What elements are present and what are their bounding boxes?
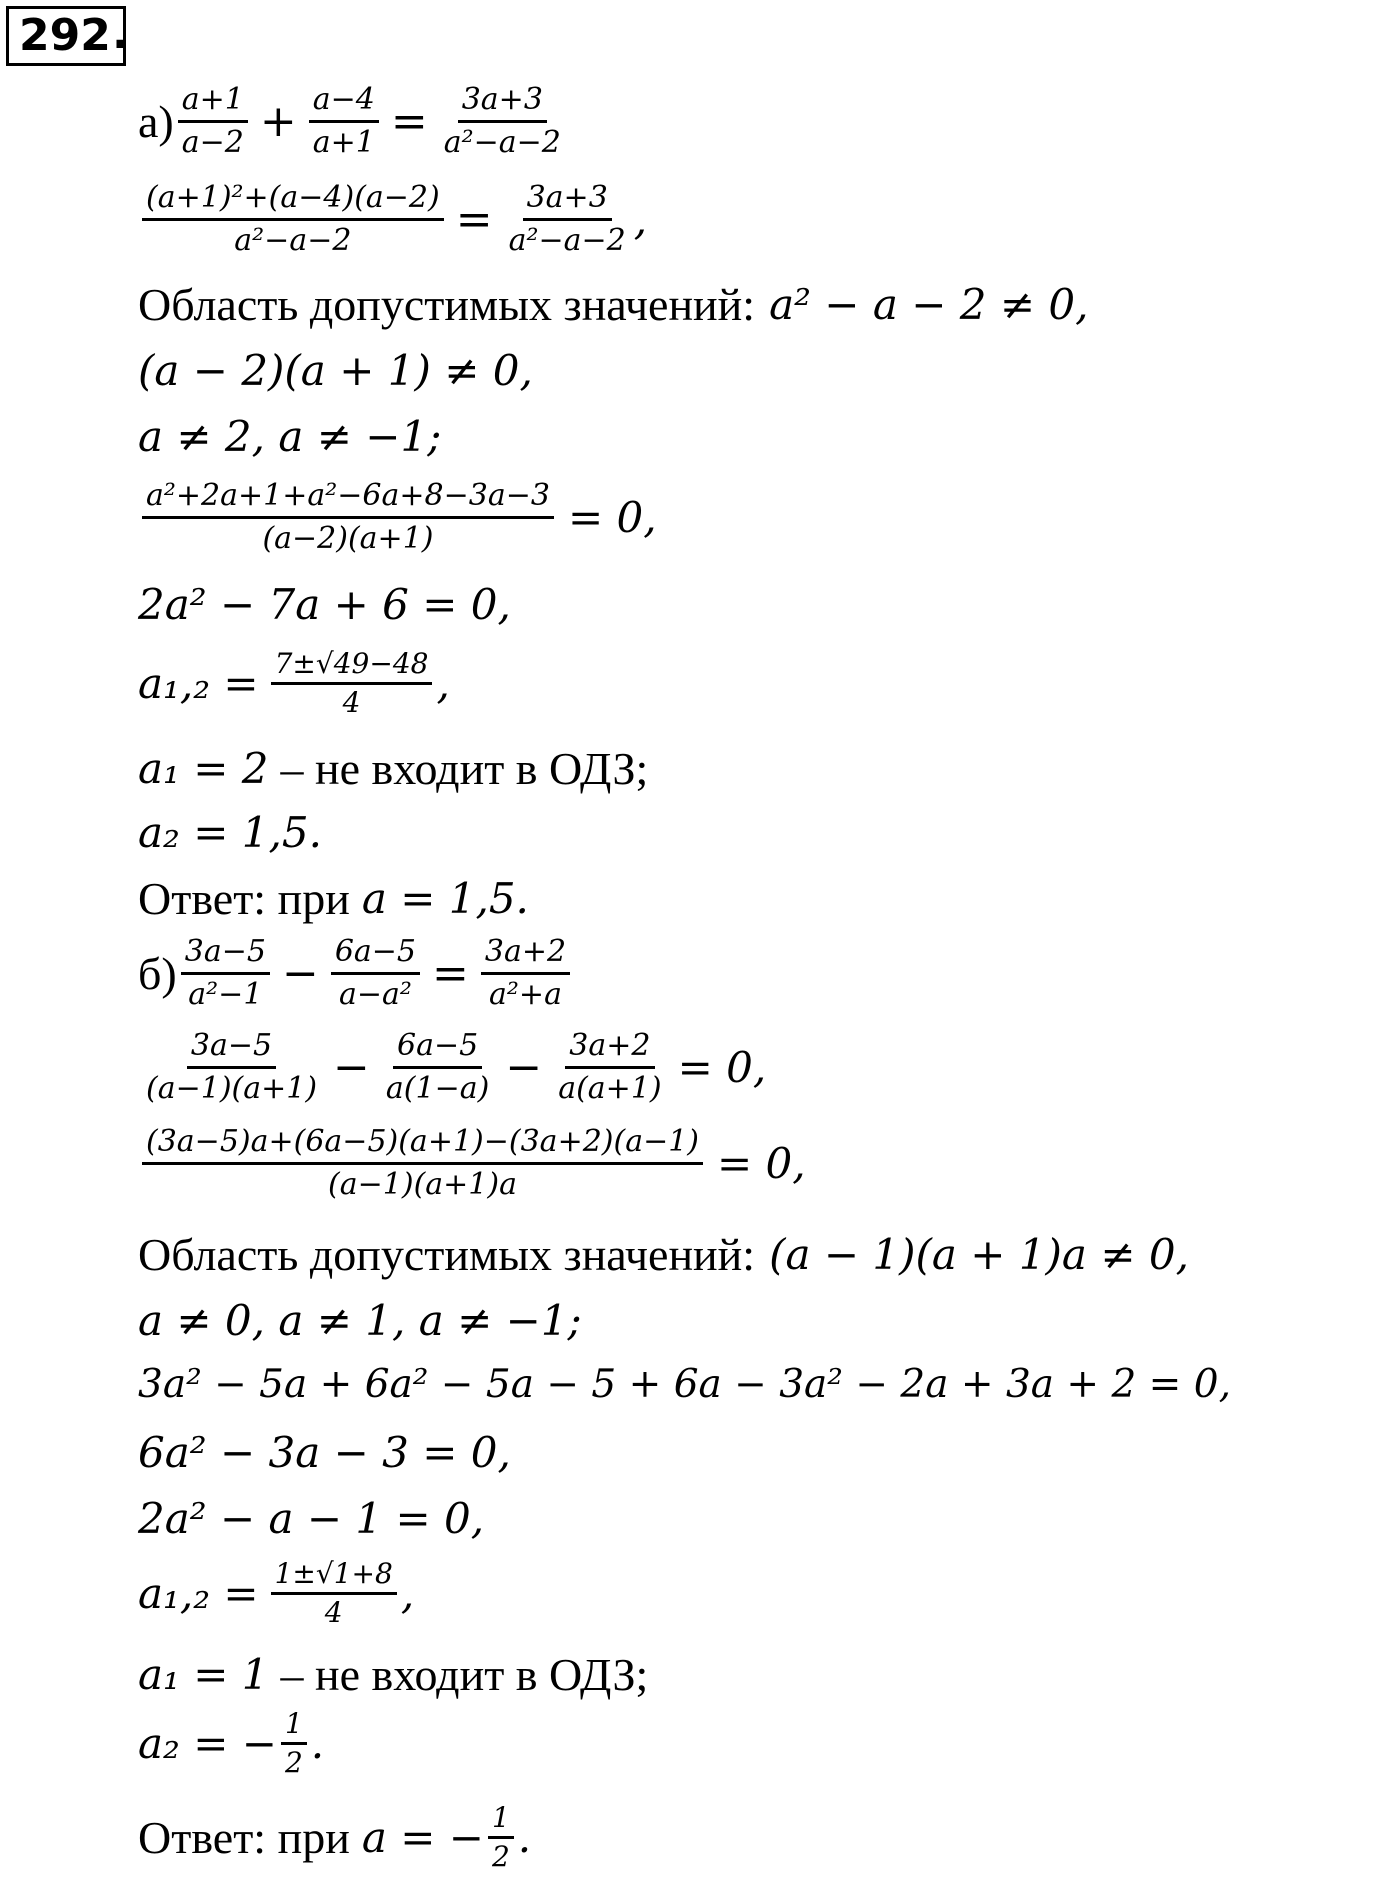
numerator: 1 <box>488 1800 514 1839</box>
fraction <box>554 1026 665 1109</box>
denominator: a(a+1) <box>558 1071 662 1106</box>
denominator: a²−1 <box>188 977 263 1012</box>
part-b-combined-fraction <box>138 1122 806 1205</box>
answer-label: Ответ: при <box>138 1812 350 1863</box>
fraction <box>142 476 554 559</box>
math-line: 6a² − 3a − 3 = 0, <box>138 1428 511 1477</box>
fraction <box>271 1556 397 1631</box>
part-a-root2 <box>138 808 322 857</box>
numerator: 1 <box>281 1706 307 1745</box>
fraction <box>178 80 248 163</box>
numerator: a−4 <box>309 80 379 123</box>
fraction <box>181 932 270 1015</box>
denominator: a(1−a) <box>385 1071 490 1106</box>
punctuation: , <box>400 1569 415 1618</box>
root1-note: – не входит в ОДЗ; <box>280 1649 649 1700</box>
punctuation: , <box>633 195 648 244</box>
fraction <box>142 178 444 261</box>
problem-number-dot: . <box>112 8 129 59</box>
numerator: 1±√1+8 <box>271 1556 397 1595</box>
fraction <box>331 932 420 1015</box>
numerator: (a+1)²+(a−4)(a−2) <box>142 178 444 221</box>
answer-label: Ответ: при <box>138 873 350 924</box>
math-line: a ≠ 2, a ≠ −1; <box>138 412 442 461</box>
operator: + <box>259 96 297 147</box>
denominator: (a−1)(a+1)a <box>328 1167 517 1202</box>
denominator: 2 <box>284 1746 303 1779</box>
denominator: a−2 <box>181 125 244 160</box>
part-a-factored <box>138 346 533 395</box>
math-line: a₂ = 1,5. <box>138 808 322 857</box>
roots-lhs: a₁,₂ = <box>138 659 259 708</box>
math-line: 2a² − 7a + 6 = 0, <box>138 580 511 629</box>
operator: − <box>281 948 319 999</box>
operator: = <box>455 194 493 245</box>
math-line: (a − 2)(a + 1) ≠ 0, <box>138 346 533 395</box>
answer-expression: a = 1,5. <box>361 874 529 923</box>
denominator: (a−2)(a+1) <box>262 521 434 556</box>
denominator: a²−a−2 <box>234 223 352 258</box>
root1-expression: a₁ = 1 <box>138 1650 269 1699</box>
fraction <box>440 80 565 163</box>
part-a-root1 <box>138 742 648 795</box>
fraction <box>271 646 433 721</box>
punctuation: , <box>436 659 450 708</box>
roots-lhs: a₁,₂ = <box>138 1569 259 1618</box>
numerator: 6a−5 <box>393 1026 482 1069</box>
numerator: 6a−5 <box>331 932 420 975</box>
part-b-odz <box>138 1228 1189 1281</box>
fraction <box>142 1122 703 1205</box>
fraction <box>309 80 379 163</box>
part-b-label: б) <box>138 948 177 999</box>
denominator: a−a² <box>338 977 412 1012</box>
operator: − <box>505 1042 543 1093</box>
part-a-odz <box>138 278 1088 331</box>
numerator: 3a+3 <box>458 80 547 123</box>
root1-expression: a₁ = 2 <box>138 744 269 793</box>
part-a-combined-fraction <box>138 476 657 559</box>
part-b-equation <box>138 932 574 1015</box>
part-b-roots-formula <box>138 1556 414 1631</box>
denominator: a+1 <box>312 125 375 160</box>
math-line: 2a² − a − 1 = 0, <box>138 1494 485 1543</box>
operator: − <box>333 1042 370 1093</box>
fraction <box>488 1800 514 1875</box>
part-b-simplified1 <box>138 1428 511 1477</box>
equals-zero: = 0, <box>677 1043 767 1092</box>
part-a-label: а) <box>138 96 174 147</box>
part-b-rewritten <box>138 1026 766 1109</box>
fraction <box>142 1026 321 1109</box>
part-a-common-denominator <box>138 178 647 261</box>
part-b-root2 <box>138 1706 324 1781</box>
odz-label: Область допустимых значений: <box>138 279 756 330</box>
fraction <box>281 1706 307 1781</box>
math-line: 3a² − 5a + 6a² − 5a − 5 + 6a − 3a² − 2a + 3a + 2 = 0, <box>138 1362 1231 1407</box>
part-a-restrictions <box>138 412 441 461</box>
denominator: 4 <box>324 1596 343 1629</box>
odz-label: Область допустимых значений: <box>138 1229 756 1280</box>
root2-lhs: a₂ = − <box>138 1719 277 1768</box>
part-b-simplified2 <box>138 1494 484 1543</box>
numerator: 7±√49−48 <box>271 646 433 685</box>
denominator: a²−a−2 <box>443 125 561 160</box>
problem-number: 292 <box>19 10 111 61</box>
denominator: 4 <box>342 686 361 719</box>
numerator: 3a−5 <box>187 1026 276 1069</box>
equals-zero: = 0, <box>567 493 657 542</box>
punctuation: . <box>517 1813 532 1862</box>
numerator: a+1 <box>178 80 248 123</box>
part-b-expanded <box>138 1362 1231 1407</box>
odz-expression: a² − a − 2 ≠ 0, <box>769 280 1089 329</box>
numerator: 3a+2 <box>481 932 570 975</box>
part-b-root1 <box>138 1648 648 1701</box>
denominator: a²+a <box>489 977 562 1012</box>
answer-lhs: a = − <box>361 1813 484 1862</box>
operator: = <box>390 96 428 147</box>
part-b-restrictions <box>138 1296 582 1345</box>
numerator: a²+2a+1+a²−6a+8−3a−3 <box>142 476 554 519</box>
numerator: (3a−5)a+(6a−5)(a+1)−(3a+2)(a−1) <box>142 1122 703 1165</box>
denominator: (a−1)(a+1) <box>146 1071 318 1106</box>
numerator: 3a−5 <box>181 932 270 975</box>
odz-expression: (a − 1)(a + 1)a ≠ 0, <box>769 1230 1189 1279</box>
part-a-quadratic <box>138 580 511 629</box>
root1-note: – не входит в ОДЗ; <box>280 743 649 794</box>
math-line: a ≠ 0, a ≠ 1, a ≠ −1; <box>138 1296 582 1345</box>
numerator: 3a+3 <box>523 178 612 221</box>
part-a-equation <box>138 80 569 163</box>
fraction <box>505 178 630 261</box>
punctuation: . <box>310 1719 325 1768</box>
fraction <box>481 932 570 1015</box>
denominator: a²−a−2 <box>508 223 626 258</box>
numerator: 3a+2 <box>565 1026 654 1069</box>
part-a-roots-formula <box>138 646 450 721</box>
part-a-answer <box>138 872 529 925</box>
problem-number-box <box>6 6 126 66</box>
fraction <box>382 1026 493 1109</box>
part-b-answer <box>138 1800 531 1875</box>
operator: = <box>432 948 469 999</box>
denominator: 2 <box>491 1840 510 1873</box>
equals-zero: = 0, <box>717 1139 806 1188</box>
